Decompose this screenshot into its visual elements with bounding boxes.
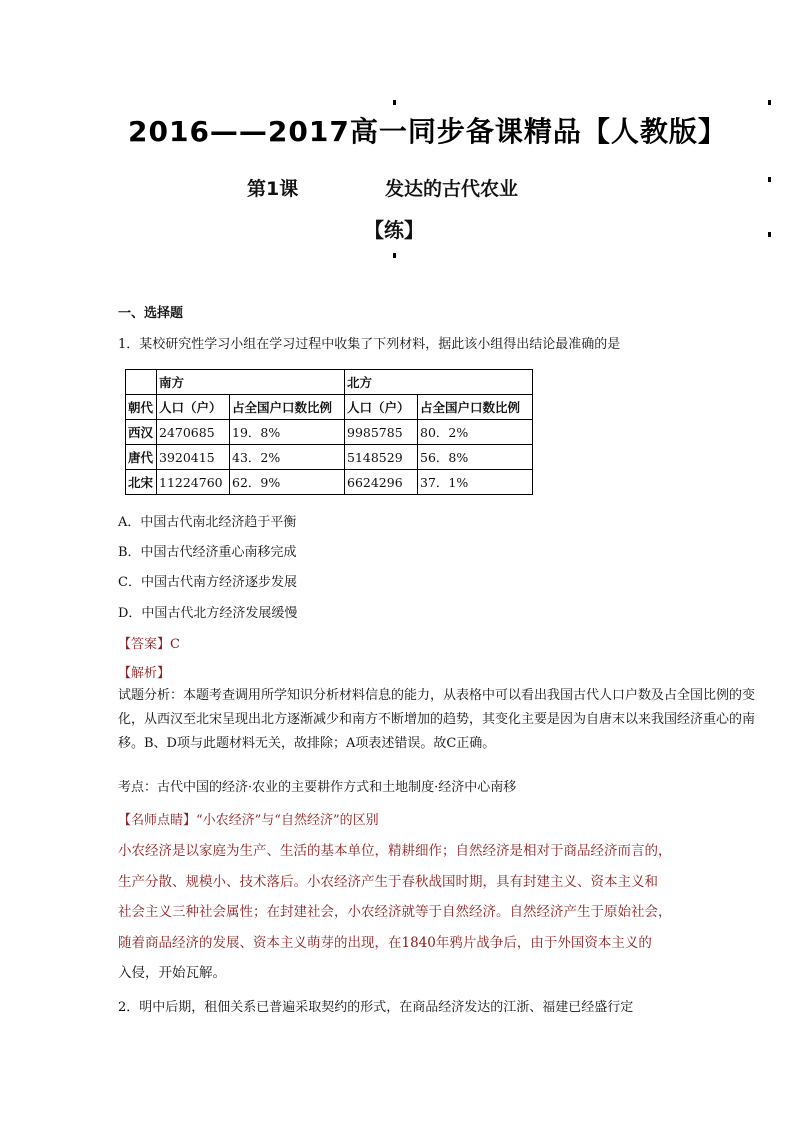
table-cell: 62．9% (230, 470, 345, 495)
analysis-text: 试题分析：本题考查调用所学知识分析材料信息的能力，从表格中可以看出我国古代人口户数及占全国比例的变化，从西汉至北宋呈现出北方逐渐减少和南方不断增加的趋势，其变化主要是因为自唐末以来我国经济重心的南移。B、D项与此题材料无关，故排除；A项表述错误。故C正确。 (118, 688, 756, 751)
decor-mark (393, 100, 396, 105)
answer-line (118, 633, 180, 652)
section-heading: 一、选择题 (118, 306, 184, 321)
option-b: B．中国古代经济重心南移完成 (118, 545, 297, 560)
option-d: D．中国古代北方经济发展缓慢 (118, 606, 298, 621)
table-row (126, 470, 533, 495)
question-2-stem: 2．明中后期，租佃关系已普遍采取契约的形式，在商品经济发达的江浙、福建已经盛行定 (118, 1000, 634, 1015)
table-cell: 43．2% (230, 445, 345, 470)
page-title: 2016——2017高一同步备课精品【人教版】 (128, 115, 727, 148)
decor-mark (768, 177, 771, 182)
column-header: 占全国户口数比例 (418, 395, 533, 420)
column-header: 朝代 (126, 395, 157, 420)
analysis-label: 【解析】 (118, 666, 171, 681)
tip-line: 小农经济是以家庭为生产、生活的基本单位，精耕细作；自然经济是相对于商品经济而言的， (118, 843, 672, 859)
table-corner-cell (126, 370, 157, 395)
lesson-number: 第1课 (247, 178, 299, 200)
column-header: 人口（户） (157, 395, 230, 420)
table-cell: 80．2% (418, 420, 533, 445)
table-cell: 56．8% (418, 445, 533, 470)
question-1-stem: 1．某校研究性学习小组在学习过程中收集了下列材料，据此该小组得出结论最准确的是 (118, 337, 621, 352)
option-a: A．中国古代南北经济趋于平衡 (118, 515, 297, 530)
decor-mark (768, 100, 771, 105)
kaodian-text: 考点：古代中国的经济·农业的主要耕作方式和土地制度·经济中心南移 (118, 780, 517, 795)
table-cell: 唐代 (126, 445, 157, 470)
tip-line: 随着商品经济的发展、资本主义萌芽的出现，在1840年鸦片战争后，由于外国资本主义的 (118, 934, 652, 951)
table-row (126, 420, 533, 445)
column-header: 人口（户） (345, 395, 418, 420)
tip-heading: 【名师点睛】“小农经济”与“自然经济”的区别 (118, 813, 379, 828)
tip-line: 入侵，开始瓦解。 (118, 965, 226, 981)
table-group-row (126, 370, 533, 395)
tip-line: 生产分散、规模小、技术落后。小农经济产生于春秋战国时期，具有封建主义、资本主义和 (118, 873, 658, 890)
option-c: C．中国古代南方经济逐步发展 (118, 575, 297, 590)
decor-mark (768, 232, 771, 237)
group-south-header: 南方 (157, 370, 345, 395)
table-cell: 3920415 (157, 445, 230, 470)
table-cell: 2470685 (157, 420, 230, 445)
table-cell: 37．1% (418, 470, 533, 495)
lesson-title: 发达的古代农业 (385, 178, 519, 200)
population-table (125, 369, 533, 495)
tip-body (118, 836, 718, 989)
table-cell: 9985785 (345, 420, 418, 445)
decor-mark (393, 253, 396, 258)
table-cell: 19．8% (230, 420, 345, 445)
group-north-header: 北方 (345, 370, 533, 395)
column-header: 占全国户口数比例 (230, 395, 345, 420)
answer-label: 【答案】 (118, 637, 171, 652)
table-cell: 11224760 (157, 470, 230, 495)
answer-value: C (170, 637, 180, 652)
table-header-row (126, 395, 533, 420)
exercise-mode-label: 【练】 (364, 218, 424, 242)
table-row (126, 445, 533, 470)
tip-line: 社会主义三种社会属性；在封建社会，小农经济就等于自然经济。自然经济产生于原始社会， (118, 904, 672, 920)
table-cell: 北宋 (126, 470, 157, 495)
table-cell: 6624296 (345, 470, 418, 495)
table-cell: 西汉 (126, 420, 157, 445)
table-cell: 5148529 (345, 445, 418, 470)
